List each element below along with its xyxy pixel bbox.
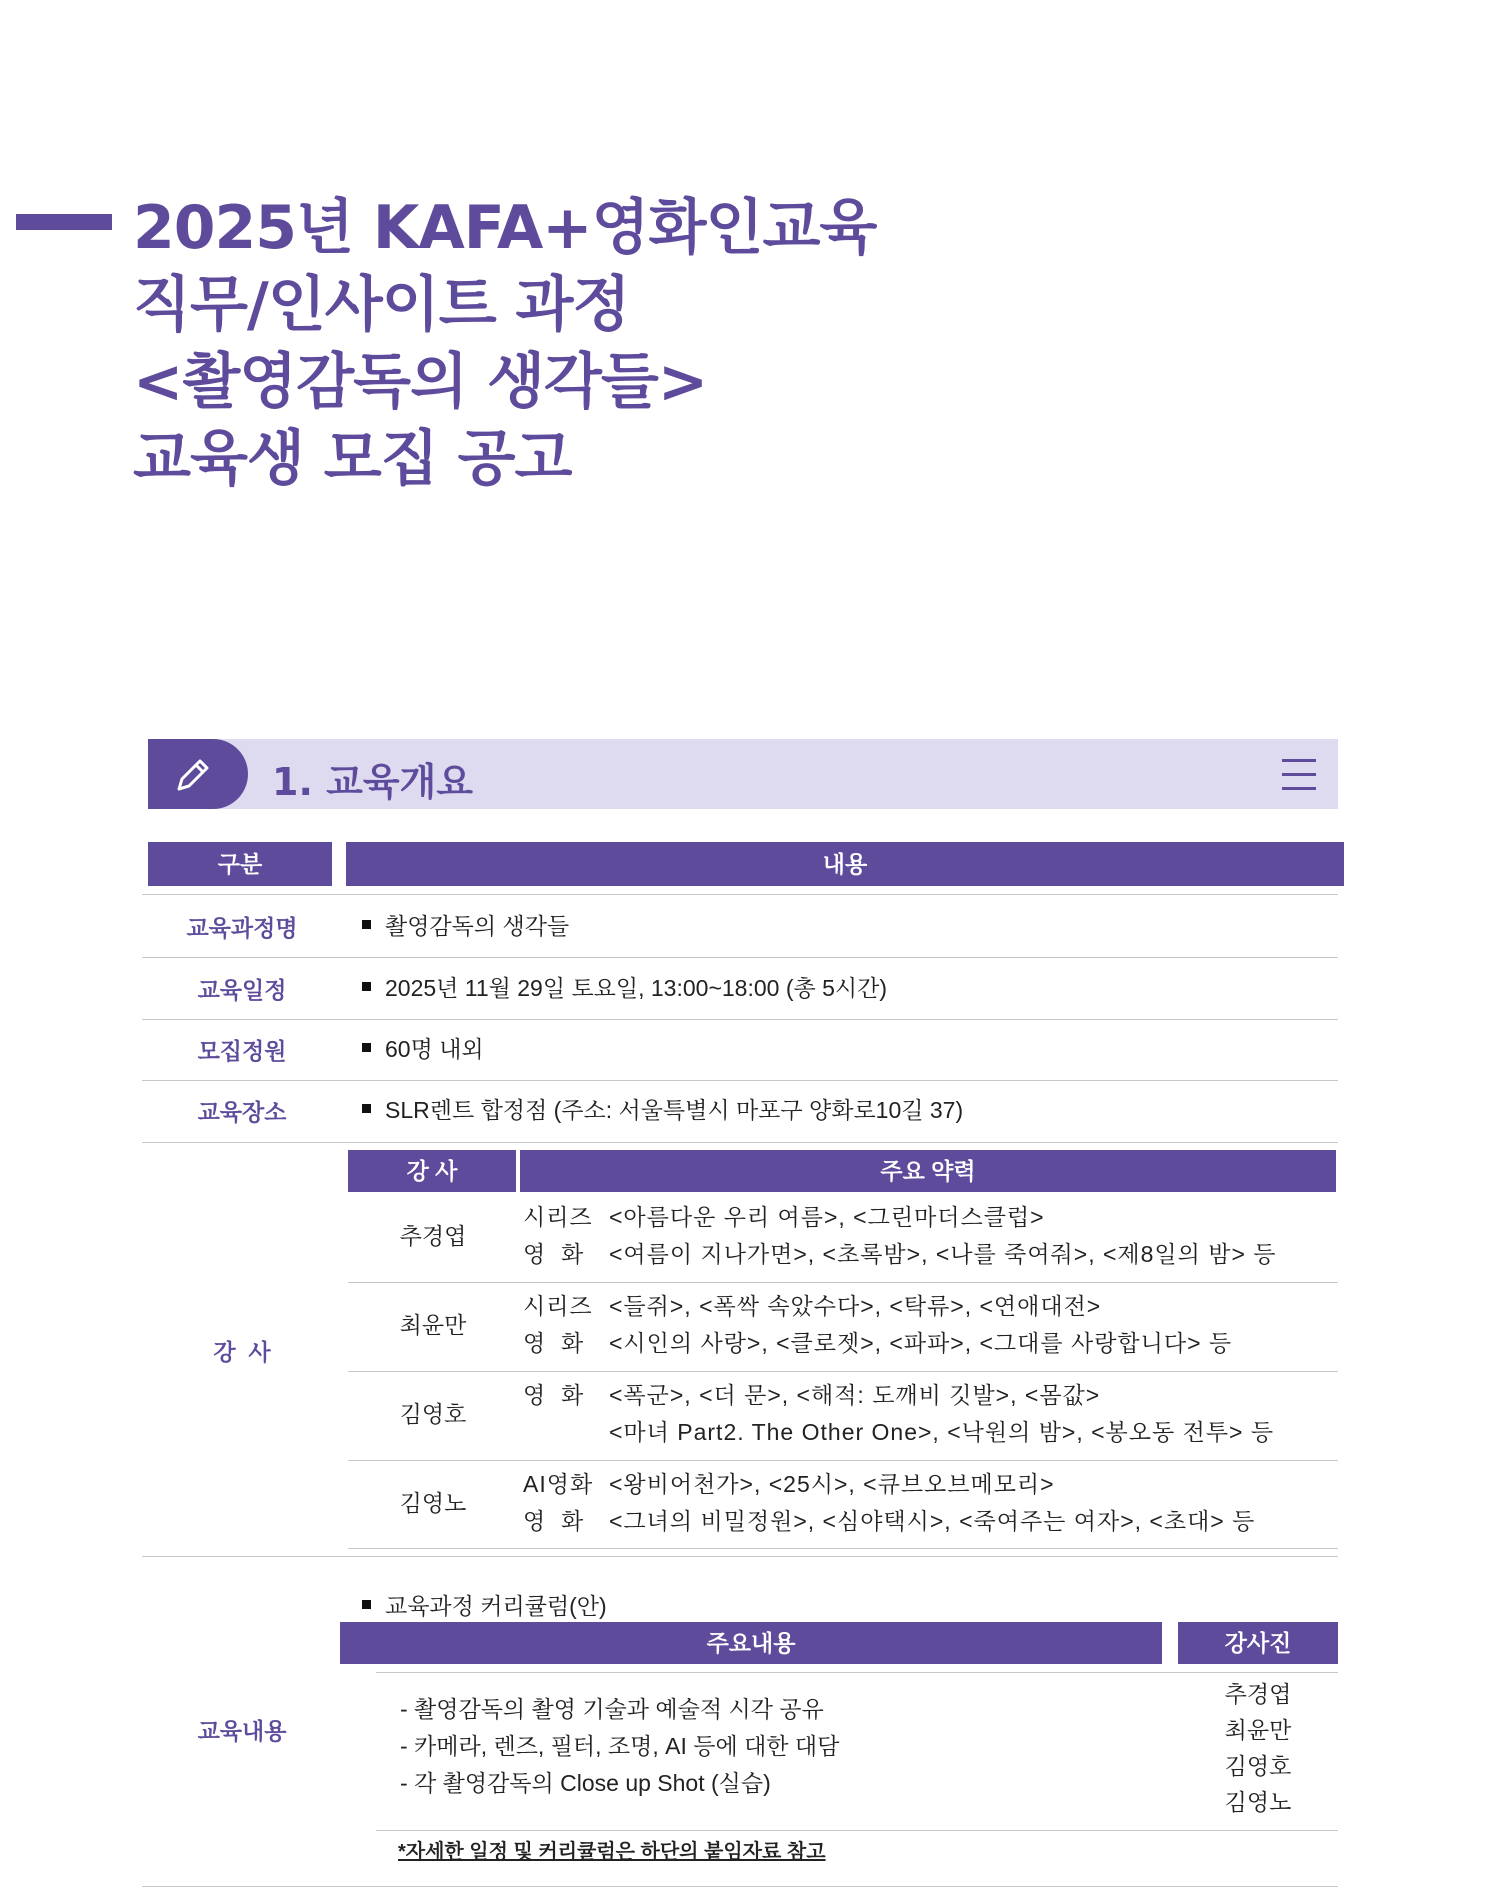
row-label-course: 교육과정명 bbox=[186, 915, 298, 941]
section-title: 1. 교육개요 bbox=[272, 760, 473, 804]
title-line-1: 2025년 KAFA+영화인교육 bbox=[133, 193, 877, 263]
title-line-3: <촬영감독의 생각들> bbox=[133, 347, 708, 417]
row-divider bbox=[348, 1282, 1338, 1283]
row-label-instructors: 강 사 bbox=[213, 1339, 271, 1365]
row-divider bbox=[376, 1830, 1338, 1831]
header-content: 내용 bbox=[346, 842, 1344, 886]
row-label-location: 교육장소 bbox=[197, 1099, 287, 1125]
curriculum-header-content: 주요내용 bbox=[340, 1622, 1162, 1664]
instructor-name: 김영호 bbox=[399, 1401, 467, 1427]
instructor-header-name: 강 사 bbox=[348, 1150, 516, 1192]
row-label-capacity: 모집정원 bbox=[197, 1038, 287, 1064]
row-divider bbox=[142, 1142, 1338, 1143]
instructor-name: 추경엽 bbox=[399, 1223, 467, 1249]
title-line-2: 직무/인사이트 과정 bbox=[133, 270, 630, 340]
row-divider bbox=[348, 1548, 1338, 1549]
row-divider bbox=[142, 957, 1338, 958]
row-value-capacity: 60명 내외 bbox=[362, 1031, 484, 1064]
row-divider bbox=[142, 1080, 1338, 1081]
pencil-icon bbox=[173, 755, 213, 795]
row-divider bbox=[376, 1672, 1338, 1673]
row-divider bbox=[142, 1886, 1338, 1887]
curriculum-item: - 촬영감독의 촬영 기술과 예술적 시각 공유 bbox=[400, 1696, 824, 1722]
instructor-career: AI영화 <왕비어천가>, <25시>, <큐브오브메모리> 영 화 <그녀의 비밀정원>, <심야택시>, <죽여주는 여자>, <초대> 등 bbox=[523, 1471, 1256, 1534]
row-label-schedule: 교육일정 bbox=[197, 977, 287, 1003]
row-divider bbox=[348, 1371, 1338, 1372]
row-value-course: 촬영감독의 생각들 bbox=[362, 908, 569, 941]
instructor-name: 최윤만 bbox=[399, 1312, 467, 1338]
row-value-schedule: 2025년 11월 29일 토요일, 13:00~18:00 (총 5시간) bbox=[362, 970, 887, 1003]
row-value-location: SLR렌트 합정점 (주소: 서울특별시 마포구 양화로10길 37) bbox=[362, 1092, 963, 1125]
row-divider bbox=[142, 894, 1338, 895]
instructor-career: 시리즈 <아름다운 우리 여름>, <그린마더스클럽> 영 화 <여름이 지나가면>, <초록밤>, <나를 죽여줘>, <제8일의 밤> 등 bbox=[523, 1204, 1277, 1267]
row-divider bbox=[348, 1460, 1338, 1461]
section-header bbox=[148, 739, 1338, 809]
menu-icon[interactable] bbox=[1282, 759, 1316, 801]
section-icon-box bbox=[148, 739, 248, 809]
curriculum-bullet: 교육과정 커리큘럼(안) bbox=[362, 1588, 607, 1621]
instructor-career: 시리즈 <들쥐>, <폭싹 속았수다>, <탁류>, <연애대전> 영 화 <시인의 사랑>, <클로젯>, <파파>, <그대를 사랑합니다> 등 bbox=[523, 1293, 1233, 1356]
instructor-name: 김영노 bbox=[399, 1490, 467, 1516]
curriculum-item: - 카메라, 렌즈, 필터, 조명, AI 등에 대한 대담 bbox=[400, 1733, 840, 1759]
title-line-4: 교육생 모집 공고 bbox=[133, 424, 572, 494]
instructor-career: 영 화 <폭군>, <더 문>, <해적: 도깨비 깃발>, <몸값> <마녀 Part2. The Other One>, <낙원의 밤>, <봉오동 전투> 등 bbox=[523, 1382, 1275, 1445]
instructor-header-career: 주요 약력 bbox=[520, 1150, 1336, 1192]
row-divider bbox=[142, 1556, 1338, 1557]
row-divider bbox=[142, 1019, 1338, 1020]
curriculum-header-teachers: 강사진 bbox=[1178, 1622, 1338, 1664]
header-category: 구분 bbox=[148, 842, 332, 886]
row-label-curriculum: 교육내용 bbox=[197, 1718, 287, 1744]
title-accent-bar bbox=[16, 214, 112, 230]
page-title bbox=[133, 190, 876, 498]
curriculum-item: - 각 촬영감독의 Close up Shot (실습) bbox=[400, 1770, 771, 1796]
curriculum-teachers: 추경엽 최윤만 김영호 김영노 bbox=[1224, 1681, 1292, 1815]
curriculum-note: *자세한 일정 및 커리큘럼은 하단의 붙임자료 참고 bbox=[398, 1841, 826, 1863]
